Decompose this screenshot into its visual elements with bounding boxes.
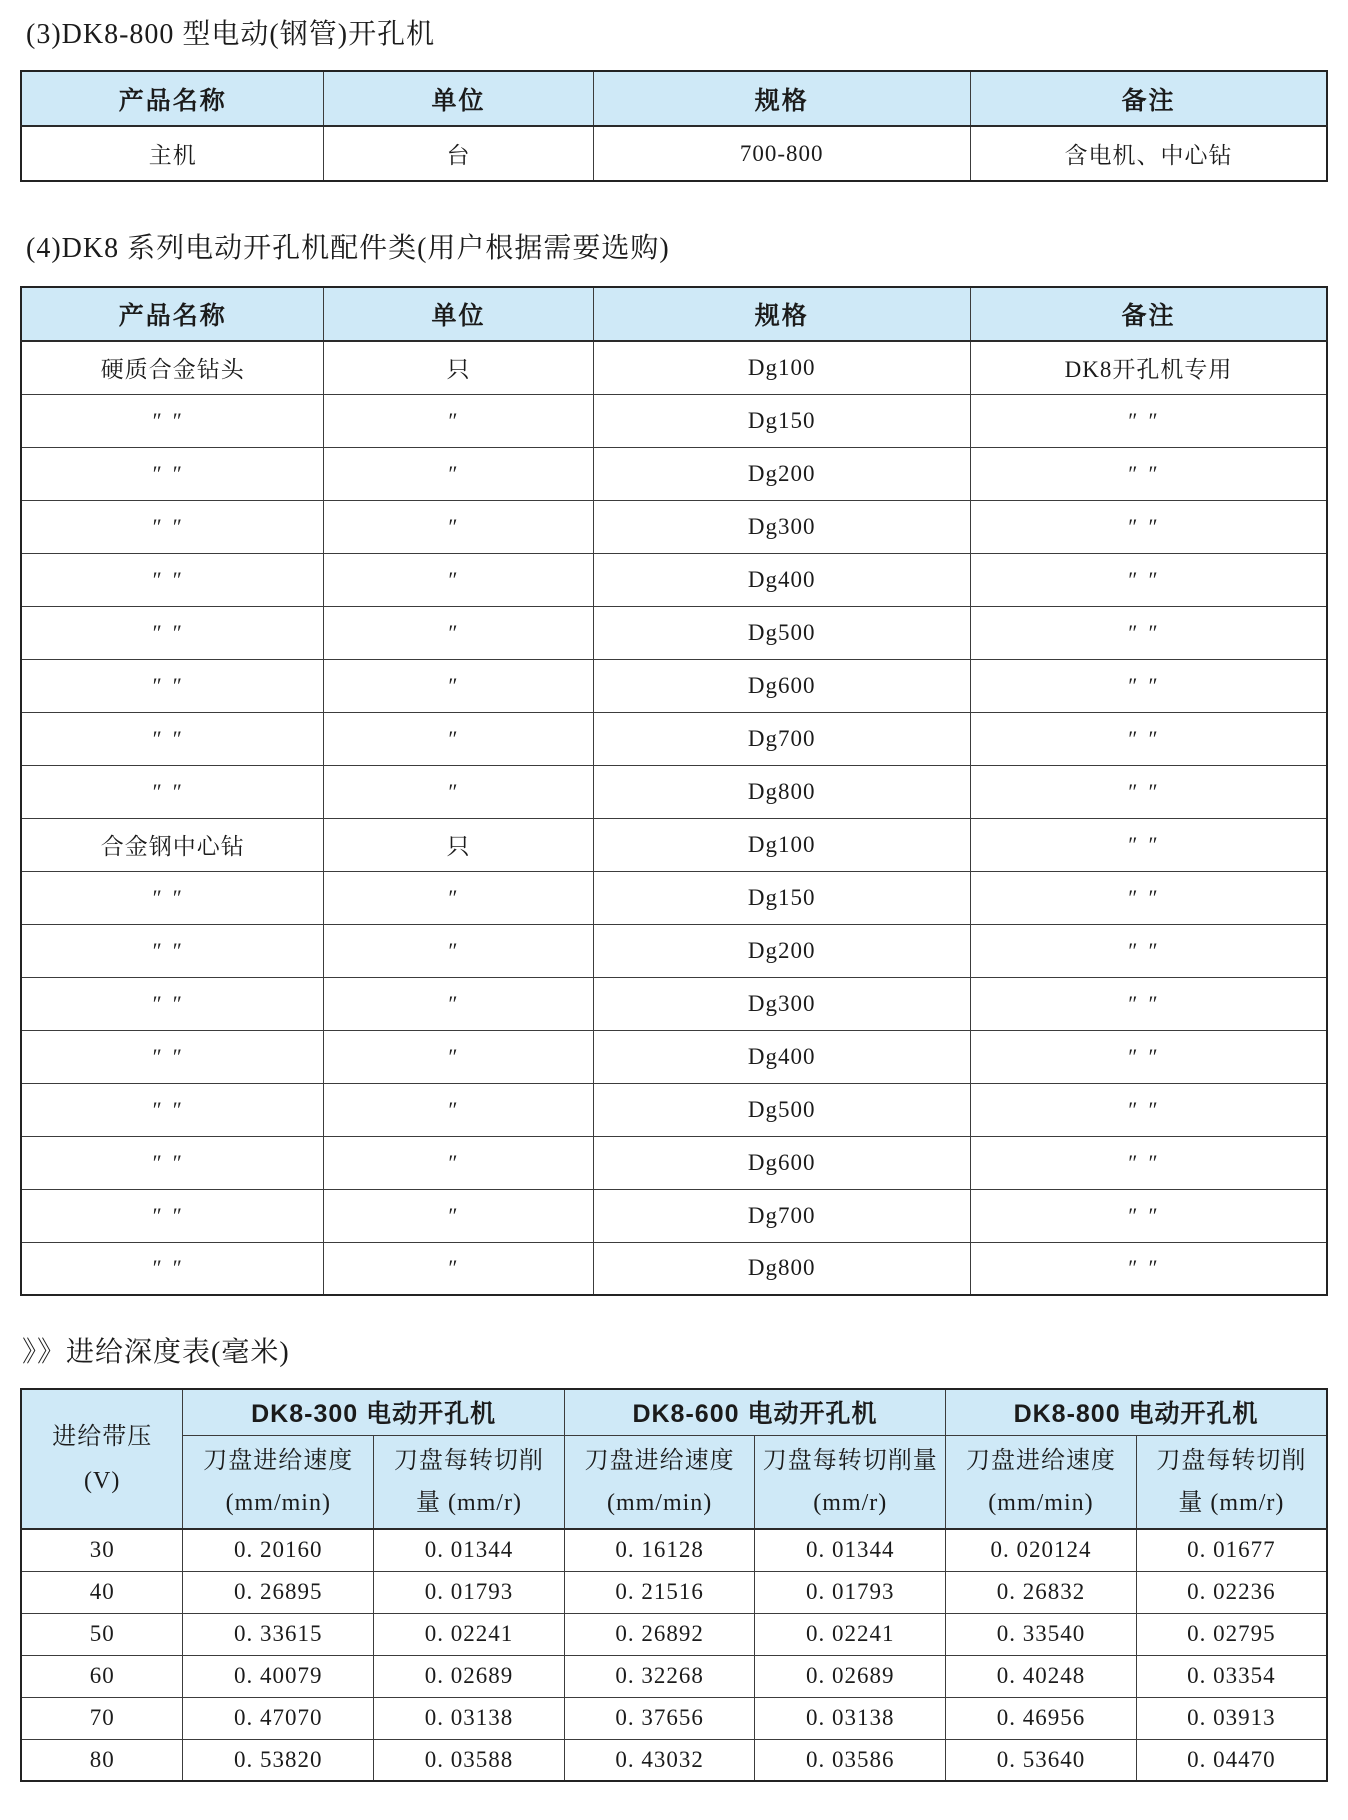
- feed-value-cell: 0. 03138: [374, 1697, 565, 1739]
- table-cell: ″″: [21, 1242, 324, 1295]
- feed-subcolumn-line1: 刀盘进给速度: [203, 1447, 354, 1474]
- table-row: [21, 659, 1327, 712]
- table-cell: ″″: [970, 1242, 1327, 1295]
- feed-value-cell: 0. 33540: [946, 1613, 1137, 1655]
- table-cell: ″″: [21, 765, 324, 818]
- table-cell: Dg800: [593, 765, 970, 818]
- table-cell: ″: [324, 1242, 593, 1295]
- table-row: [21, 712, 1327, 765]
- feed-subcolumn-line1: 刀盘进给速度: [584, 1447, 735, 1474]
- feed-value-cell: 0. 02236: [1136, 1571, 1327, 1613]
- feed-subcolumn-header-text: [950, 1440, 1132, 1524]
- table-cell: Dg600: [593, 1136, 970, 1189]
- table-cell: ″″: [21, 977, 324, 1030]
- table-row: [21, 977, 1327, 1030]
- table-cell: ″″: [21, 606, 324, 659]
- table-cell: ″″: [970, 1083, 1327, 1136]
- section4-title: (4)DK8 系列电动开孔机配件类(用户根据需要选购): [26, 233, 670, 264]
- table-cell: Dg600: [593, 659, 970, 712]
- table-cell: 700-800: [593, 126, 970, 181]
- table-cell: Dg150: [593, 394, 970, 447]
- table-cell: Dg500: [593, 1083, 970, 1136]
- table-cell: ″″: [970, 1189, 1327, 1242]
- table-cell: ″: [324, 1136, 593, 1189]
- feed-subcolumn-header: [183, 1435, 374, 1529]
- table-row: [21, 126, 1327, 181]
- table-cell: ″: [324, 977, 593, 1030]
- feed-voltage-line2: (V): [84, 1468, 121, 1494]
- feed-value-cell: 0. 26832: [946, 1571, 1137, 1613]
- feed-subcolumn-header-text: [569, 1440, 751, 1524]
- table-cell: ″″: [970, 765, 1327, 818]
- feed-value-cell: 0. 03913: [1136, 1697, 1327, 1739]
- feed-subcolumn-header-text: [1141, 1440, 1322, 1524]
- machine-table-header-row: [21, 71, 1327, 126]
- feed-value-cell: 0. 03354: [1136, 1655, 1327, 1697]
- feed-voltage-header: [21, 1389, 183, 1529]
- table-cell: ″″: [21, 659, 324, 712]
- feed-subcolumn-header: [1136, 1435, 1327, 1529]
- table-cell: ″″: [970, 924, 1327, 977]
- feed-value-cell: 0. 33615: [183, 1613, 374, 1655]
- column-header: 备注: [970, 71, 1327, 126]
- feed-subcolumn-header: [946, 1435, 1137, 1529]
- column-header: 产品名称: [21, 71, 324, 126]
- table-cell: ″: [324, 1030, 593, 1083]
- feed-value-cell: 0. 02241: [374, 1613, 565, 1655]
- table-cell: Dg500: [593, 606, 970, 659]
- feed-value-cell: 0. 01677: [1136, 1529, 1327, 1571]
- table-cell: Dg200: [593, 924, 970, 977]
- feed-value-cell: 0. 26895: [183, 1571, 374, 1613]
- table-cell: Dg800: [593, 1242, 970, 1295]
- voltage-cell: 40: [21, 1571, 183, 1613]
- table-cell: 主机: [21, 126, 324, 181]
- feed-value-cell: 0. 32268: [564, 1655, 755, 1697]
- table-cell: Dg150: [593, 871, 970, 924]
- feed-value-cell: 0. 53640: [946, 1739, 1137, 1781]
- table-cell: Dg300: [593, 977, 970, 1030]
- table-cell: Dg700: [593, 1189, 970, 1242]
- table-cell: ″″: [21, 1189, 324, 1242]
- table-cell: ″″: [970, 500, 1327, 553]
- feed-subcolumn-line1: 刀盘进给速度: [965, 1447, 1116, 1474]
- feed-value-cell: 0. 02241: [755, 1613, 946, 1655]
- feed-value-cell: 0. 43032: [564, 1739, 755, 1781]
- table-cell: ″″: [21, 712, 324, 765]
- table-cell: ″″: [21, 1083, 324, 1136]
- table-cell: DK8开孔机专用: [970, 341, 1327, 394]
- table-cell: 合金钢中心钻: [21, 818, 324, 871]
- feed-table-row: [21, 1655, 1327, 1697]
- feed-value-cell: 0. 40079: [183, 1655, 374, 1697]
- table-cell: 台: [324, 126, 593, 181]
- feed-voltage-header-text: [26, 1415, 178, 1503]
- feed-subcolumn-line2: (mm/r): [813, 1489, 888, 1516]
- table-cell: ″: [324, 924, 593, 977]
- feed-group-header: DK8-800 电动开孔机: [946, 1389, 1327, 1435]
- section3-title: (3)DK8-800 型电动(钢管)开孔机: [26, 19, 436, 50]
- feed-value-cell: 0. 01793: [755, 1571, 946, 1613]
- feed-value-cell: 0. 26892: [564, 1613, 755, 1655]
- table-cell: ″: [324, 500, 593, 553]
- feed-value-cell: 0. 02689: [374, 1655, 565, 1697]
- dk8-800-machine-table: [20, 70, 1328, 182]
- feed-subcolumn-line2: (mm/min): [988, 1489, 1094, 1516]
- table-cell: ″″: [970, 606, 1327, 659]
- table-cell: ″: [324, 606, 593, 659]
- table-cell: ″″: [970, 553, 1327, 606]
- feed-table-row: [21, 1697, 1327, 1739]
- table-cell: ″: [324, 394, 593, 447]
- table-row: [21, 553, 1327, 606]
- column-header: 规格: [593, 287, 970, 341]
- table-cell: ″: [324, 1189, 593, 1242]
- feed-subcolumn-header-text: [187, 1440, 369, 1524]
- feed-value-cell: 0. 01793: [374, 1571, 565, 1613]
- table-cell: ″″: [21, 394, 324, 447]
- voltage-cell: 80: [21, 1739, 183, 1781]
- accessories-table-header-row: [21, 287, 1327, 341]
- table-row: [21, 924, 1327, 977]
- table-cell: ″: [324, 553, 593, 606]
- voltage-cell: 60: [21, 1655, 183, 1697]
- table-cell: ″″: [970, 818, 1327, 871]
- table-cell: ″″: [21, 924, 324, 977]
- feed-group-header: DK8-600 电动开孔机: [564, 1389, 945, 1435]
- table-cell: ″″: [970, 1136, 1327, 1189]
- feed-depth-table: [20, 1388, 1328, 1782]
- feed-value-cell: 0. 16128: [564, 1529, 755, 1571]
- feed-value-cell: 0. 02689: [755, 1655, 946, 1697]
- table-row: [21, 394, 1327, 447]
- table-cell: 只: [324, 818, 593, 871]
- table-row: [21, 341, 1327, 394]
- table-row: [21, 1189, 1327, 1242]
- voltage-cell: 30: [21, 1529, 183, 1571]
- column-header: 单位: [324, 71, 593, 126]
- table-row: [21, 606, 1327, 659]
- table-cell: ″″: [970, 871, 1327, 924]
- table-cell: ″″: [970, 977, 1327, 1030]
- feed-table-row: [21, 1529, 1327, 1571]
- feed-value-cell: 0. 02795: [1136, 1613, 1327, 1655]
- table-cell: Dg100: [593, 341, 970, 394]
- table-cell: Dg400: [593, 553, 970, 606]
- feed-subcolumn-header: [374, 1435, 565, 1529]
- feed-group-header-row: [21, 1389, 1327, 1435]
- table-cell: Dg400: [593, 1030, 970, 1083]
- feed-value-cell: 0. 03138: [755, 1697, 946, 1739]
- table-cell: Dg700: [593, 712, 970, 765]
- feed-subcolumn-line1: 刀盘每转切削: [393, 1447, 544, 1474]
- feed-subcolumn-header: [564, 1435, 755, 1529]
- table-cell: ″″: [21, 500, 324, 553]
- table-cell: Dg100: [593, 818, 970, 871]
- feed-voltage-line1: 进给带压: [52, 1424, 153, 1450]
- column-header: 产品名称: [21, 287, 324, 341]
- table-cell: 含电机、中心钻: [970, 126, 1327, 181]
- table-cell: ″: [324, 1083, 593, 1136]
- feed-value-cell: 0. 04470: [1136, 1739, 1327, 1781]
- table-cell: ″″: [21, 871, 324, 924]
- feed-subcolumn-header-text: [759, 1440, 941, 1524]
- feed-value-cell: 0. 21516: [564, 1571, 755, 1613]
- feed-value-cell: 0. 37656: [564, 1697, 755, 1739]
- feed-value-cell: 0. 01344: [374, 1529, 565, 1571]
- table-cell: ″″: [21, 1136, 324, 1189]
- feed-depth-title: 》》进给深度表(毫米): [22, 1337, 290, 1368]
- feed-subcolumn-line2: 量 (mm/r): [415, 1489, 522, 1516]
- table-row: [21, 1136, 1327, 1189]
- feed-table-row: [21, 1739, 1327, 1781]
- table-cell: 硬质合金钻头: [21, 341, 324, 394]
- table-row: [21, 818, 1327, 871]
- table-cell: Dg200: [593, 447, 970, 500]
- table-cell: ″: [324, 712, 593, 765]
- table-cell: ″″: [970, 659, 1327, 712]
- feed-value-cell: 0. 01344: [755, 1529, 946, 1571]
- table-cell: ″″: [970, 1030, 1327, 1083]
- table-cell: ″: [324, 447, 593, 500]
- table-cell: ″: [324, 871, 593, 924]
- table-row: [21, 1030, 1327, 1083]
- table-cell: ″: [324, 765, 593, 818]
- table-cell: ″″: [21, 553, 324, 606]
- feed-table-row: [21, 1571, 1327, 1613]
- table-cell: ″: [324, 659, 593, 712]
- voltage-cell: 70: [21, 1697, 183, 1739]
- feed-value-cell: 0. 47070: [183, 1697, 374, 1739]
- feed-subheader-row: [21, 1435, 1327, 1529]
- feed-table-row: [21, 1613, 1327, 1655]
- column-header: 单位: [324, 287, 593, 341]
- voltage-cell: 50: [21, 1613, 183, 1655]
- table-cell: 只: [324, 341, 593, 394]
- table-cell: ″″: [21, 447, 324, 500]
- feed-subcolumn-line1: 刀盘每转切削量: [762, 1447, 938, 1474]
- feed-value-cell: 0. 20160: [183, 1529, 374, 1571]
- feed-value-cell: 0. 03586: [755, 1739, 946, 1781]
- column-header: 备注: [970, 287, 1327, 341]
- feed-subcolumn-header: [755, 1435, 946, 1529]
- feed-subcolumn-line2: (mm/min): [606, 1489, 713, 1516]
- feed-value-cell: 0. 03588: [374, 1739, 565, 1781]
- feed-subcolumn-line2: (mm/min): [225, 1489, 331, 1516]
- table-row: [21, 447, 1327, 500]
- table-row: [21, 500, 1327, 553]
- table-row: [21, 1083, 1327, 1136]
- feed-value-cell: 0. 53820: [183, 1739, 374, 1781]
- table-row: [21, 871, 1327, 924]
- feed-value-cell: 0. 40248: [946, 1655, 1137, 1697]
- feed-value-cell: 0. 46956: [946, 1697, 1137, 1739]
- feed-group-header: DK8-300 电动开孔机: [183, 1389, 564, 1435]
- feed-value-cell: 0. 020124: [946, 1529, 1137, 1571]
- feed-subcolumn-line2: 量 (mm/r): [1178, 1489, 1285, 1516]
- table-row: [21, 765, 1327, 818]
- table-cell: ″″: [21, 1030, 324, 1083]
- feed-subcolumn-header-text: [378, 1440, 560, 1524]
- feed-subcolumn-line1: 刀盘每转切削: [1156, 1447, 1307, 1474]
- table-cell: ″″: [970, 712, 1327, 765]
- column-header: 规格: [593, 71, 970, 126]
- table-cell: ″″: [970, 447, 1327, 500]
- dk8-accessories-table: [20, 286, 1328, 1296]
- table-cell: Dg300: [593, 500, 970, 553]
- table-cell: ″″: [970, 394, 1327, 447]
- table-row: [21, 1242, 1327, 1295]
